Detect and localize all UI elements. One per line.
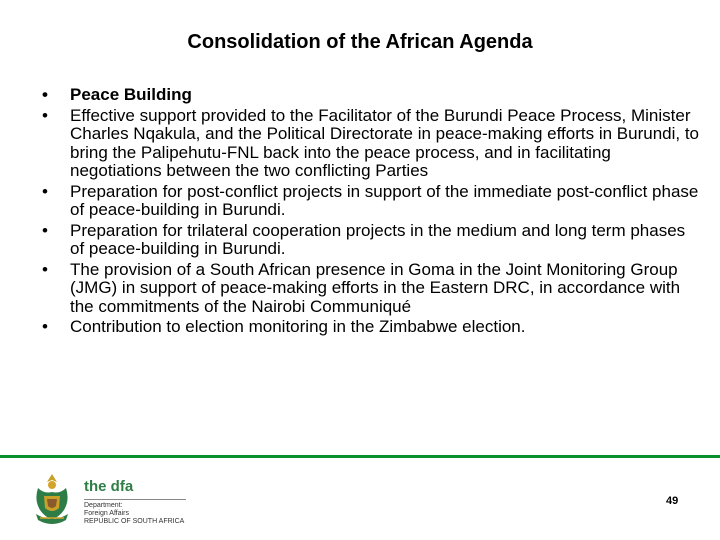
dfa-logo: the dfa (84, 478, 134, 495)
slide-title: Consolidation of the African Agenda (187, 31, 533, 53)
bullet-text: Effective support provided to the Facilitator of the Burundi Peace Process, Minister Charles Nqakula, and the Political Directorate in peace-making efforts in Burundi, to bring the Palipehutu-FNL back into the peace process, and in facilitating negotiations between the two conflicting Parties (70, 105, 700, 180)
department-line: Foreign Affairs (84, 510, 130, 517)
bullet-text: Contribution to election monitoring in the Zimbabwe election. (70, 317, 526, 336)
bullet-item (0, 183, 700, 220)
logo-divider (84, 499, 186, 500)
department-line: REPUBLIC OF SOUTH AFRICA (84, 518, 185, 525)
bullet-icon: • (42, 105, 48, 125)
department-name (84, 502, 184, 526)
bullet-item (0, 222, 700, 259)
bullet-icon: • (42, 317, 48, 336)
bullet-item (0, 261, 700, 317)
bullet-icon: • (42, 259, 48, 279)
bullet-text: Peace Building (70, 85, 192, 104)
bullet-list (0, 86, 700, 339)
department-line: Department: (84, 502, 123, 509)
bullet-item (0, 86, 700, 105)
bullet-icon: • (42, 220, 48, 240)
bullet-text: Preparation for post-conflict projects in support of the immediate post-conflict phase of peace-building in Burundi. (70, 181, 699, 219)
bullet-text: Preparation for trilateral cooperation projects in the medium and long term phases of peace-building in Burundi. (70, 220, 686, 258)
page-number: 49 (666, 495, 679, 507)
bullet-item (0, 107, 700, 181)
bullet-item (0, 318, 700, 337)
bullet-icon: • (42, 181, 48, 201)
coat-of-arms-icon (30, 470, 74, 530)
footer-divider (0, 455, 720, 458)
bullet-icon: • (42, 85, 48, 104)
bullet-text: The provision of a South African presence in Goma in the Joint Monitoring Group (JMG) in support of peace-making efforts in the Eastern DRC, in accordance with the commitments of the Nairobi Communiqué (70, 259, 681, 316)
